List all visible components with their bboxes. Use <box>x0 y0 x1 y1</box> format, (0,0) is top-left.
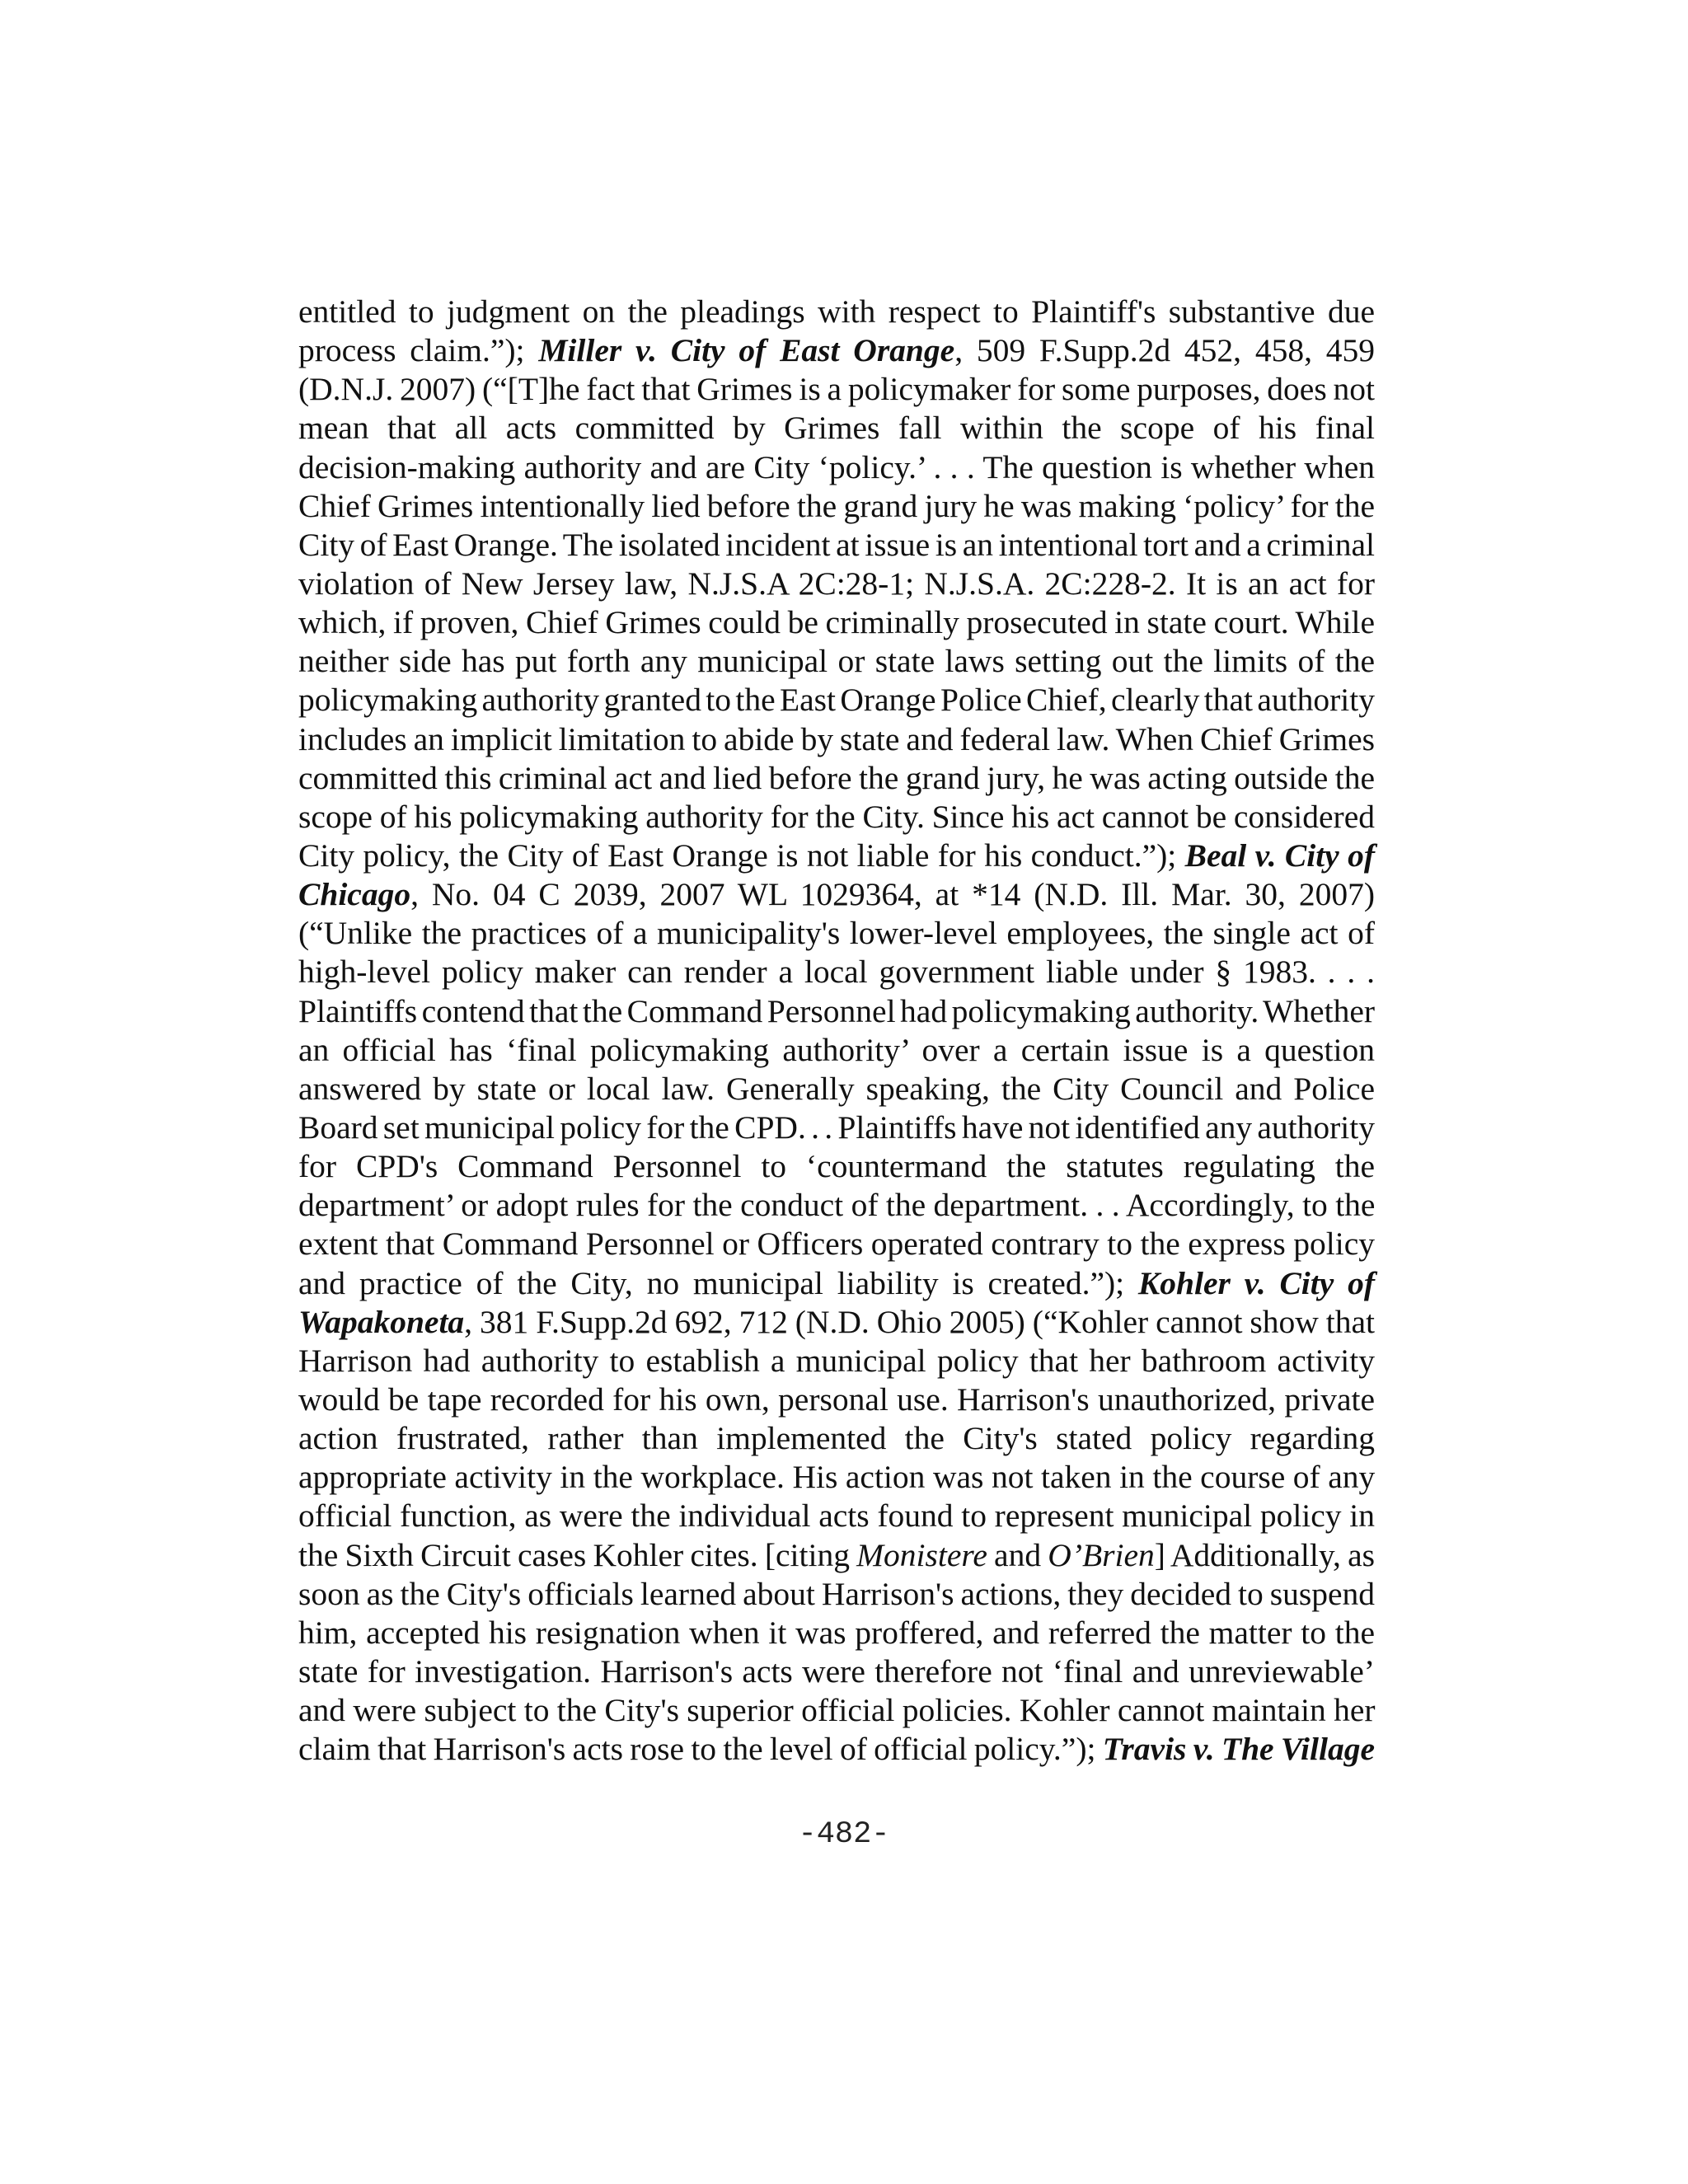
text-run: would be tape recorded for his own, personal use. Harrison's unauthorized, private <box>298 1380 1375 1418</box>
text-line <box>298 798 1375 837</box>
text-run: answered by state or local law. Generally speaking, the City Council and Police <box>298 1070 1375 1107</box>
italic-case-name: O’Brien <box>1048 1536 1155 1573</box>
text-line <box>298 565 1375 603</box>
text-line <box>298 1458 1375 1497</box>
text-line <box>298 1303 1375 1342</box>
text-run: which, if proven, Chief Grimes could be criminally prosecuted in state court. While <box>298 604 1375 641</box>
text-line <box>298 1264 1375 1303</box>
text-run: violation of New Jersey law, N.J.S.A 2C:28-1; N.J.S.A. 2C:228-2. It is an act for <box>298 565 1375 602</box>
text-line <box>298 1536 1375 1575</box>
text-run: for CPD's Command Personnel to ‘countermand the statutes regulating the <box>298 1148 1375 1185</box>
text-line <box>298 759 1375 798</box>
text-line <box>298 487 1375 526</box>
text-line <box>298 1225 1375 1263</box>
text-run: action frustrated, rather than implemented the City's stated policy regarding <box>298 1420 1375 1457</box>
text-line <box>298 1186 1375 1225</box>
text-line <box>298 681 1375 719</box>
text-line <box>298 875 1375 914</box>
text-line <box>298 642 1375 681</box>
text-line <box>298 293 1375 331</box>
text-line <box>298 448 1375 487</box>
text-run: appropriate activity in the workplace. His action was not taken in the course of any <box>298 1459 1376 1496</box>
text-run: , 509 F.Supp.2d 452, 458, 459 <box>954 332 1375 369</box>
text-run: Plaintiffs contend that the Command Personnel had policymaking authority. Whether <box>298 992 1375 1029</box>
text-run: , 381 F.Supp.2d 692, 712 (N.D. Ohio 2005) (“Kohler cannot show that <box>464 1303 1375 1340</box>
text-run: City of East Orange. The isolated incident at issue is an intentional tort and a criminal <box>298 526 1375 563</box>
text-run: (“Unlike the practices of a municipality's lower-level employees, the single act of <box>298 915 1375 952</box>
text-line <box>298 1147 1375 1186</box>
text-line <box>298 1070 1375 1108</box>
text-run: him, accepted his resignation when it was proffered, and referred the matter to the <box>298 1614 1375 1651</box>
text-run: soon as the City's officials learned about Harrison's actions, they decided to suspend <box>298 1575 1375 1612</box>
case-citation: Chicago <box>298 876 411 913</box>
text-run: an official has ‘final policymaking authority’ over a certain issue is a question <box>298 1031 1375 1068</box>
text-run: the Sixth Circuit cases Kohler cites. [citing <box>298 1536 857 1573</box>
case-citation: Kohler v. City of <box>1137 1264 1375 1301</box>
text-run: department’ or adopt rules for the conduct of the department. . . Accordingly, to the <box>298 1187 1376 1224</box>
text-run: neither side has put forth any municipal or state laws setting out the limits of the <box>298 643 1375 680</box>
text-run: extent that Command Personnel or Officers operated contrary to the express policy <box>298 1226 1375 1263</box>
text-run: includes an implicit limitation to abide by state and federal law. When Chief Grimes <box>298 720 1375 757</box>
text-run: committed this criminal act and lied before the grand jury, he was acting outside the <box>298 759 1375 796</box>
text-line <box>298 1031 1375 1070</box>
text-run: state for investigation. Harrison's acts were therefore not ‘final and unreviewable’ <box>298 1652 1375 1690</box>
text-run: entitled to judgment on the pleadings with respect to Plaintiff's substantive due <box>298 293 1375 330</box>
text-line <box>298 837 1375 875</box>
case-citation: Wapakoneta <box>298 1303 465 1340</box>
text-run: Board set municipal policy for the CPD. . . Plaintiffs have not identified any authority <box>298 1108 1375 1146</box>
text-run: ] Additionally, as <box>1154 1536 1375 1573</box>
text-run: scope of his policymaking authority for the City. Since his act cannot be considered <box>298 798 1375 835</box>
body-text <box>298 293 1375 1769</box>
text-line <box>298 603 1375 642</box>
text-line <box>298 409 1375 448</box>
text-line <box>298 720 1375 759</box>
text-run: Chief Grimes intentionally lied before the grand jury he was making ‘policy’ for the <box>298 487 1375 524</box>
text-line <box>298 1380 1375 1419</box>
text-run: (D.N.J. 2007) (“[T]he fact that Grimes is a policymaker for some purposes, does not <box>298 371 1375 408</box>
text-line <box>298 370 1375 409</box>
case-citation: Travis v. The Village <box>1102 1731 1375 1768</box>
text-run: mean that all acts committed by Grimes fall within the scope of his final <box>298 410 1375 447</box>
text-line <box>298 1730 1375 1769</box>
text-line <box>298 331 1375 370</box>
text-line <box>298 1691 1375 1730</box>
text-line <box>298 1497 1375 1535</box>
case-citation: Miller v. City of East Orange <box>538 332 955 369</box>
text-run: and were subject to the City's superior official policies. Kohler cannot maintain her <box>298 1692 1376 1729</box>
text-line <box>298 1575 1375 1614</box>
text-run: official function, as were the individual acts found to represent municipal policy in <box>298 1497 1375 1535</box>
text-line <box>298 914 1375 953</box>
text-line <box>298 1614 1375 1652</box>
text-run: claim that Harrison's acts rose to the level of official policy.”); <box>298 1731 1103 1768</box>
text-run: and practice of the City, no municipal liability is created.”); <box>298 1264 1138 1301</box>
text-line <box>298 992 1375 1031</box>
text-run: high-level policy maker can render a local government liable under § 1983. . . . <box>298 954 1375 991</box>
text-run: decision-making authority and are City ‘policy.’ . . . The question is whether when <box>298 448 1375 485</box>
text-run: and <box>987 1536 1048 1573</box>
text-line <box>298 1108 1375 1147</box>
text-run: , No. 04 C 2039, 2007 WL 1029364, at *14 (N.D. Ill. Mar. 30, 2007) <box>410 876 1375 913</box>
page-number: -482- <box>798 1817 890 1852</box>
text-run: City policy, the City of East Orange is not liable for his conduct.”); <box>298 837 1185 874</box>
text-run: Harrison had authority to establish a municipal policy that her bathroom activity <box>298 1342 1375 1379</box>
text-line <box>298 953 1375 991</box>
text-run: process claim.”); <box>298 332 539 369</box>
text-line <box>298 1342 1375 1380</box>
text-line <box>298 526 1375 565</box>
italic-case-name: Monistere <box>856 1536 987 1573</box>
case-citation: Beal v. City of <box>1184 837 1375 874</box>
text-line <box>298 1419 1375 1458</box>
text-run: policymaking authority granted to the East Orange Police Chief, clearly that authority <box>298 682 1375 719</box>
text-line <box>298 1652 1375 1691</box>
